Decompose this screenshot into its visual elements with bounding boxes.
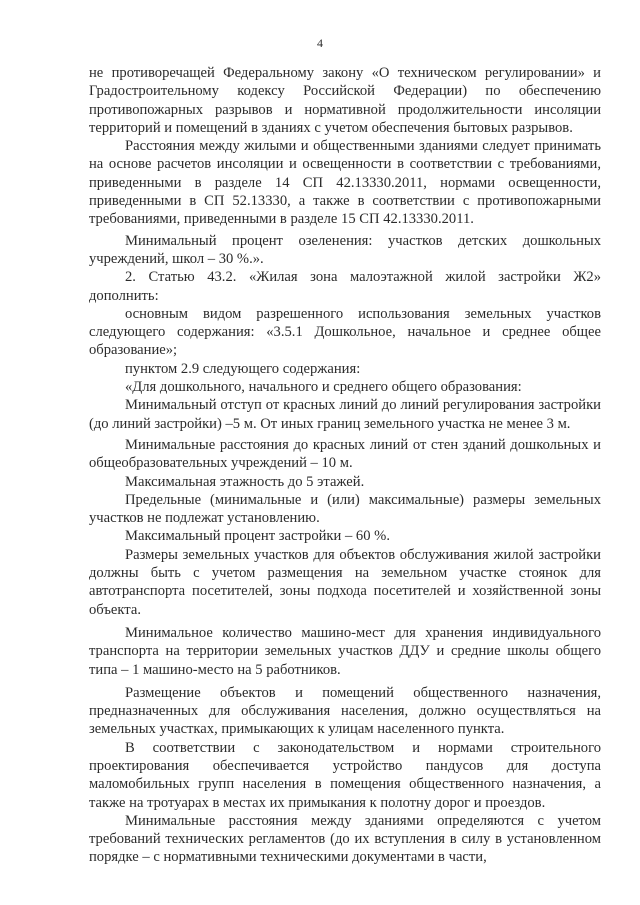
paragraph-service-plots: Размеры земельных участков для объектов обслуживания жилой застройки должны быть с учетом размещения на земельном участке стоянок для автотранспорта посетителей, зоны подхода посетителей и хозяйственной зоны объекта. bbox=[89, 546, 601, 618]
paragraph-min-setback: Минимальный отступ от красных линий до линий регулирования застройки (до линий застройки) –5 м. От иных границ земельного участка не менее 3 м. bbox=[89, 397, 601, 432]
paragraph-plot-sizes: Предельные (минимальные и (или) максимальные) размеры земельных участков не подлежат установлению. bbox=[89, 491, 601, 527]
paragraph-max-coverage: Максимальный процент застройки – 60 %. bbox=[125, 528, 390, 545]
paragraph-public-facilities: Размещение объектов и помещений общественного назначения, предназначенных для обслуживания населения, должно осуществляться на земельных участках, примыкающих к улицам населенного пункта. bbox=[89, 684, 601, 738]
paragraph-red-lines: Минимальные расстояния до красных линий от стен зданий дошкольных и общеобразовательных учреждений – 10 м. bbox=[89, 436, 601, 472]
paragraph-main-use: основным видом разрешенного использования земельных участков следующего содержания: «3.5.1 Дошкольное, начальное и среднее общее образование»; bbox=[89, 305, 601, 359]
paragraph-distances: Расстояния между жилыми и общественными зданиями следует принимать на основе расчетов инсоляции и освещенности в соответствии с требованиями, приведенными в разделе 14 СП 42.13330.2011, нормами освещенности, приведенными в СП 52.13330, а также в соответствии с противопожарными требованиями, приведенными в разделе 15 СП 42.13330.2011. bbox=[89, 138, 601, 228]
paragraph-max-floors: Максимальная этажность до 5 этажей. bbox=[125, 473, 365, 490]
page-number: 4 bbox=[317, 36, 323, 50]
paragraph-min-building-distance: Минимальные расстояния между зданиями определяются с учетом требований технических регламентов (до их вступления в силу в установленном порядке – с нормативными техническими документами в части, bbox=[89, 812, 601, 866]
paragraph-parking: Минимальное количество машино-мест для хранения индивидуального транспорта на территории земельных участков ДДУ и средние школы общего типа – 1 машино-место на 5 работников. bbox=[89, 624, 601, 678]
paragraph-greening: Минимальный процент озеленения: участков детских дошкольных учреждений, школ – 30 %.». bbox=[89, 232, 601, 267]
paragraph-education-heading: «Для дошкольного, начального и среднего общего образования: bbox=[125, 379, 522, 396]
paragraph-point-2-9: пунктом 2.9 следующего содержания: bbox=[125, 360, 361, 377]
document-body bbox=[89, 64, 601, 867]
paragraph-article-43-2: 2. Статью 43.2. «Жилая зона малоэтажной жилой застройки Ж2» дополнить: bbox=[89, 269, 601, 304]
paragraph-continuation: не противоречащей Федеральному закону «О техническом регулировании» и Градостроительному кодексу Российской Федерации) по обеспечению противопожарных разрывов и нормативной продолжительности инсоляции территорий и помещений в зданиях с учетом обеспечения бытовых разрывов. bbox=[89, 65, 601, 136]
paragraph-ramps: В соответствии с законодательством и нормами строительного проектирования обеспечивается устройство пандусов для доступа маломобильных групп населения в помещения общественного назначения, а также на тротуарах в местах их примыкания к полотну дорог и проездов. bbox=[89, 739, 601, 811]
